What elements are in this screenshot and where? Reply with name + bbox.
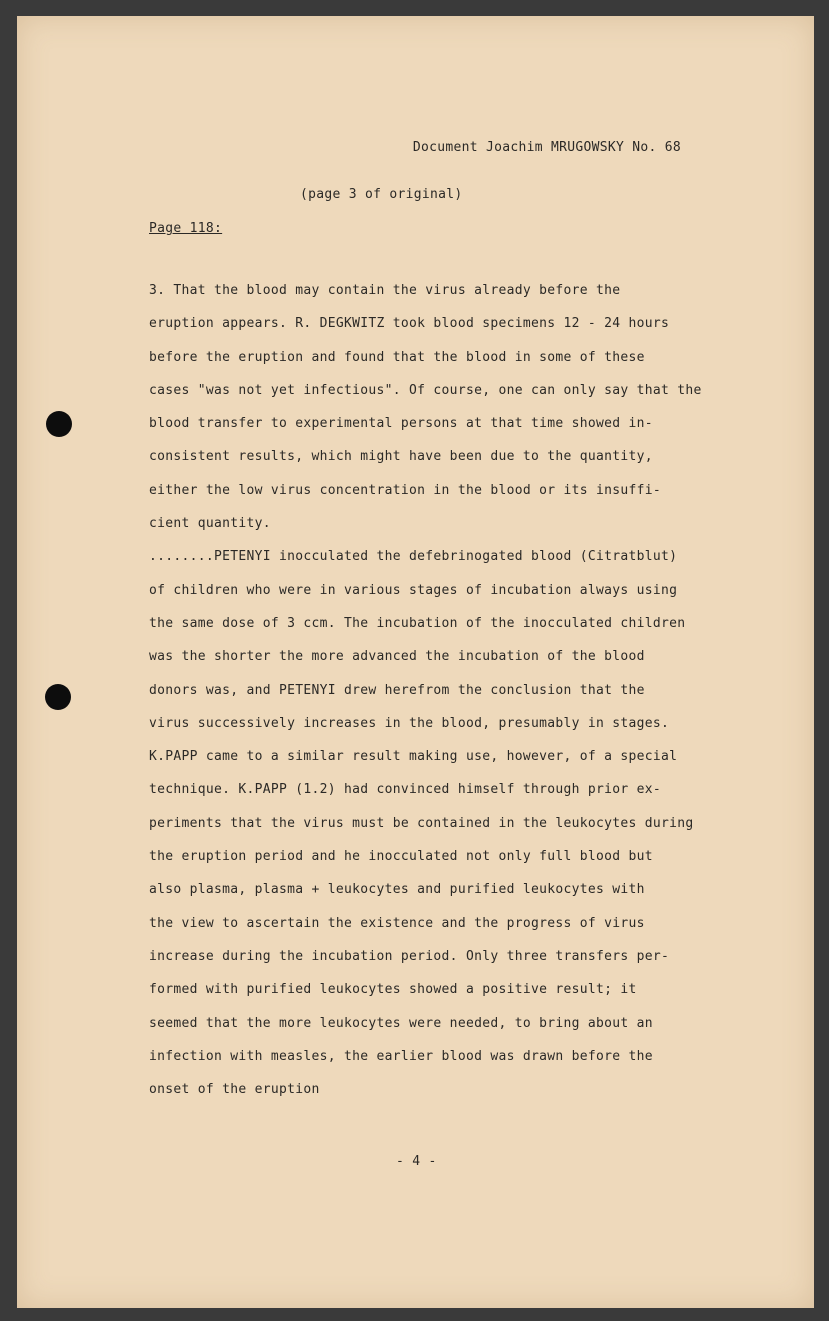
text-line: periments that the virus must be contained in the leukocytes during [149,815,694,831]
punch-hole-bottom [45,684,71,710]
punch-hole-top [46,411,72,437]
text-line: increase during the incubation period. Only three transfers per- [149,948,670,964]
document-reference: Document Joachim MRUGOWSKY No. 68 [412,140,681,155]
text-line: cases "was not yet infectious". Of course, one can only say that the [149,382,702,398]
page-reference: Page 118: [149,221,223,236]
text-line: seemed that the more leukocytes were needed, to bring about an [149,1015,653,1031]
original-page-note: (page 3 of original) [300,187,463,202]
body-text [149,274,702,1140]
text-line: virus successively increases in the blood, presumably in stages. [149,715,670,731]
text-line: donors was, and PETENYI drew herefrom the conclusion that the [149,682,645,698]
text-line: infection with measles, the earlier blood was drawn before the [149,1048,653,1064]
text-line: 3. That the blood may contain the virus already before the [149,283,621,298]
text-line: was the shorter the more advanced the incubation of the blood [149,649,645,665]
text-line: before the eruption and found that the blood in some of these [149,349,645,365]
text-line: the same dose of 3 ccm. The incubation of the inocculated children [149,615,686,631]
text-line: formed with purified leukocytes showed a positive result; it [149,982,637,998]
text-line: eruption appears. R. DEGKWITZ took blood specimens 12 - 24 hours [149,316,670,332]
text-line: K.PAPP came to a similar result making use, however, of a special [149,749,678,765]
page-number: - 4 - [396,1154,437,1169]
text-line: technique. K.PAPP (1.2) had convinced himself through prior ex- [149,782,661,798]
text-line: either the low virus concentration in the blood or its insuffi- [149,482,661,498]
text-line: cient quantity. [149,516,271,532]
text-line: also plasma, plasma + leukocytes and purified leukocytes with [149,882,645,898]
text-line: blood transfer to experimental persons at that time showed in- [149,416,653,432]
text-line: ........PETENYI inocculated the defebrinogated blood (Citratblut) [149,549,678,565]
illegible-text-line [149,1106,702,1139]
text-line: of children who were in various stages of incubation always using [149,582,678,598]
text-line: consistent results, which might have been due to the quantity, [149,449,653,465]
text-line: the eruption period and he inocculated not only full blood but [149,849,653,865]
text-line: the view to ascertain the existence and the progress of virus [149,915,645,931]
text-line: onset of the eruption [149,1082,320,1098]
